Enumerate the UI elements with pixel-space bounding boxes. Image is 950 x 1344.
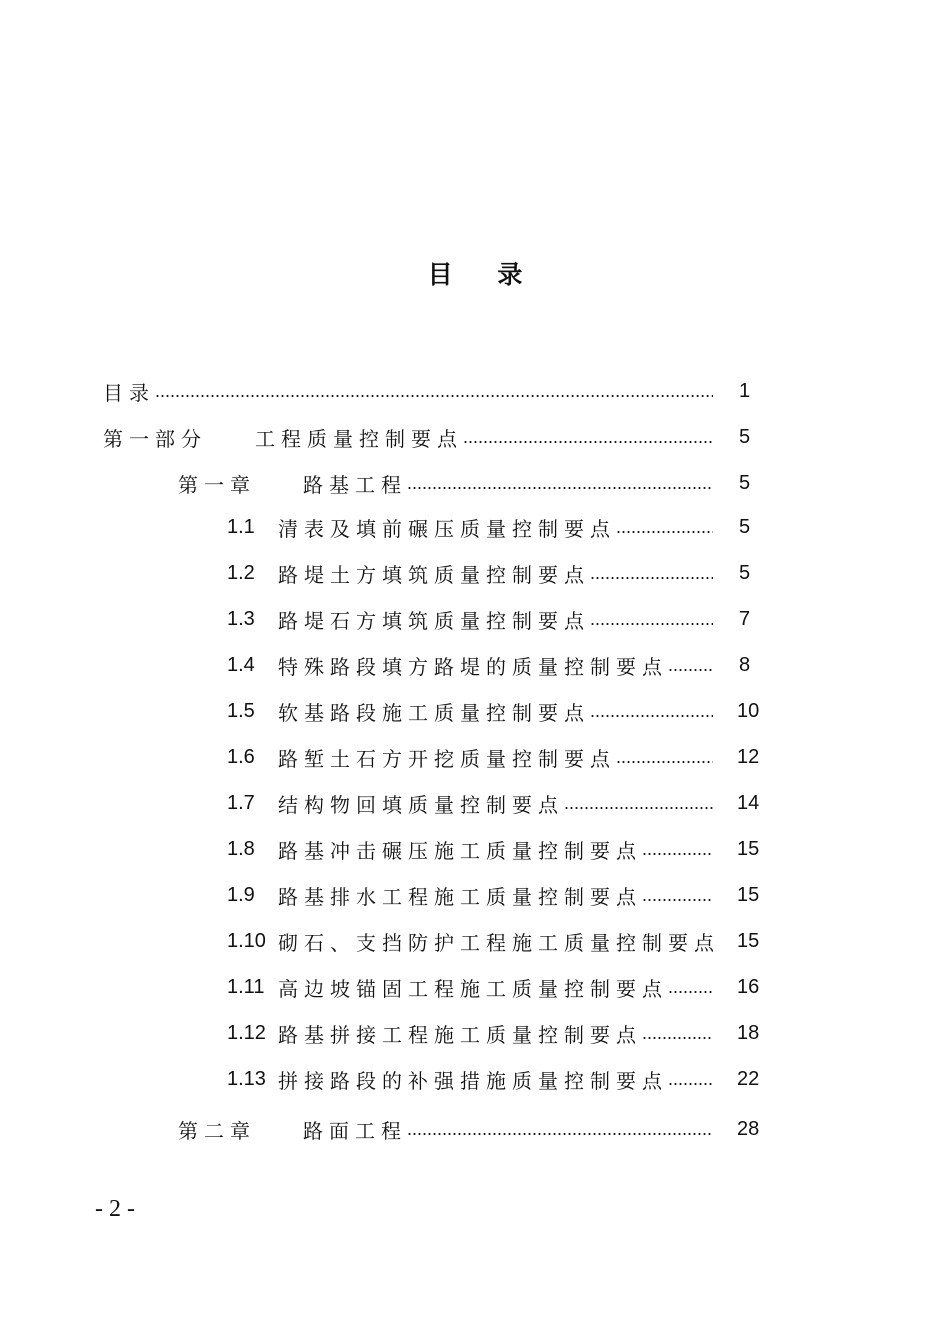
dot-leader bbox=[668, 977, 713, 998]
toc-entry[interactable] bbox=[227, 964, 760, 1010]
toc-entry-page: 5 bbox=[739, 561, 751, 584]
toc-entry-subtitle: 工程质量控制要点 bbox=[255, 426, 463, 451]
toc-entry-subtitle: 路基工程 bbox=[303, 472, 407, 497]
dot-leader bbox=[590, 609, 713, 630]
toc-entry[interactable] bbox=[227, 1010, 760, 1056]
dot-leader bbox=[668, 655, 713, 676]
toc-entry-text: 目录 bbox=[103, 380, 155, 405]
toc-entry-number: 1.9 bbox=[227, 883, 255, 906]
toc-entry-page: 1 bbox=[739, 379, 751, 402]
toc-entry-page: 28 bbox=[737, 1117, 760, 1140]
toc-entry-number: 1.6 bbox=[227, 745, 255, 768]
toc-entry[interactable] bbox=[227, 688, 760, 734]
toc-entry-text: 高边坡锚固工程施工质量控制要点 bbox=[278, 976, 668, 1001]
toc-entry-number: 1.7 bbox=[227, 791, 255, 814]
dot-leader bbox=[407, 1119, 713, 1140]
toc-entry[interactable] bbox=[227, 550, 751, 596]
toc-entry-text: 特殊路段填方路堤的质量控制要点 bbox=[278, 654, 668, 679]
toc-entry-number: 1.5 bbox=[227, 699, 255, 722]
toc-entry-number: 1.8 bbox=[227, 837, 255, 860]
dot-leader bbox=[564, 793, 713, 814]
toc-entry-text: 路堑土石方开挖质量控制要点 bbox=[278, 746, 616, 771]
toc-entry[interactable] bbox=[227, 504, 751, 550]
dot-leader bbox=[463, 427, 713, 448]
toc-entry[interactable] bbox=[227, 780, 760, 826]
toc-entry-text: 路基排水工程施工质量控制要点 bbox=[278, 884, 642, 909]
dot-leader bbox=[155, 381, 713, 402]
toc-entry[interactable] bbox=[178, 1106, 760, 1152]
dot-leader bbox=[616, 747, 713, 768]
toc-entry-page: 10 bbox=[737, 699, 760, 722]
toc-entry-page: 5 bbox=[739, 425, 751, 448]
toc-entry-page: 7 bbox=[739, 607, 751, 630]
toc-entry[interactable] bbox=[178, 460, 751, 506]
toc-entry-number: 1.12 bbox=[227, 1021, 266, 1044]
toc-entry[interactable] bbox=[227, 918, 760, 964]
toc-entry-subtitle: 路面工程 bbox=[303, 1118, 407, 1143]
toc-entry-text: 软基路段施工质量控制要点 bbox=[278, 700, 590, 725]
toc-entry[interactable] bbox=[227, 826, 760, 872]
toc-entry-number: 1.1 bbox=[227, 515, 255, 538]
toc-entry-text: 路基冲击碾压施工质量控制要点 bbox=[278, 838, 642, 863]
toc-entry[interactable] bbox=[227, 596, 751, 642]
page-number-footer: - 2 - bbox=[95, 1196, 135, 1222]
toc-entry[interactable] bbox=[103, 368, 751, 414]
toc-entry-page: 8 bbox=[739, 653, 751, 676]
toc-entry-number: 1.3 bbox=[227, 607, 255, 630]
toc-entry[interactable] bbox=[227, 642, 751, 688]
toc-entry-page: 15 bbox=[737, 883, 760, 906]
toc-entry-number: 1.13 bbox=[227, 1067, 266, 1090]
toc-entry-page: 15 bbox=[737, 837, 760, 860]
toc-entry-text: 砌石、支挡防护工程施工质量控制要点 bbox=[278, 930, 720, 955]
dot-leader bbox=[668, 1069, 713, 1090]
toc-entry-text: 拼接路段的补强措施质量控制要点 bbox=[278, 1068, 668, 1093]
toc-entry-text: 第二章 bbox=[178, 1118, 256, 1143]
toc-entry-page: 5 bbox=[739, 471, 751, 494]
dot-leader bbox=[590, 701, 713, 722]
toc-entry-text: 路基拼接工程施工质量控制要点 bbox=[278, 1022, 642, 1047]
toc-entry-number: 1.4 bbox=[227, 653, 255, 676]
dot-leader bbox=[642, 839, 713, 860]
dot-leader bbox=[642, 885, 713, 906]
dot-leader bbox=[590, 563, 713, 584]
toc-entry-page: 18 bbox=[737, 1021, 760, 1044]
toc-entry-page: 5 bbox=[739, 515, 751, 538]
toc-entry-number: 1.10 bbox=[227, 929, 266, 952]
toc-entry-page: 22 bbox=[737, 1067, 760, 1090]
dot-leader bbox=[642, 1023, 713, 1044]
toc-entry[interactable] bbox=[103, 414, 751, 460]
toc-entry[interactable] bbox=[227, 872, 760, 918]
toc-entry-text: 路堤石方填筑质量控制要点 bbox=[278, 608, 590, 633]
toc-title: 目 录 bbox=[427, 260, 541, 289]
toc-entry[interactable] bbox=[227, 734, 760, 780]
dot-leader bbox=[616, 517, 713, 538]
toc-entry-page: 14 bbox=[737, 791, 760, 814]
toc-entry-text: 清表及填前碾压质量控制要点 bbox=[278, 516, 616, 541]
toc-entry-page: 16 bbox=[737, 975, 760, 998]
toc-entry-text: 第一部分 bbox=[103, 426, 207, 451]
toc-entry-text: 路堤土方填筑质量控制要点 bbox=[278, 562, 590, 587]
toc-entry-number: 1.2 bbox=[227, 561, 255, 584]
toc-entry-page: 12 bbox=[737, 745, 760, 768]
toc-entry[interactable] bbox=[227, 1056, 760, 1102]
dot-leader bbox=[407, 473, 713, 494]
toc-entry-number: 1.11 bbox=[227, 975, 265, 998]
toc-entry-text: 第一章 bbox=[178, 472, 256, 497]
toc-entry-page: 15 bbox=[737, 929, 760, 952]
toc-entry-text: 结构物回填质量控制要点 bbox=[278, 792, 564, 817]
